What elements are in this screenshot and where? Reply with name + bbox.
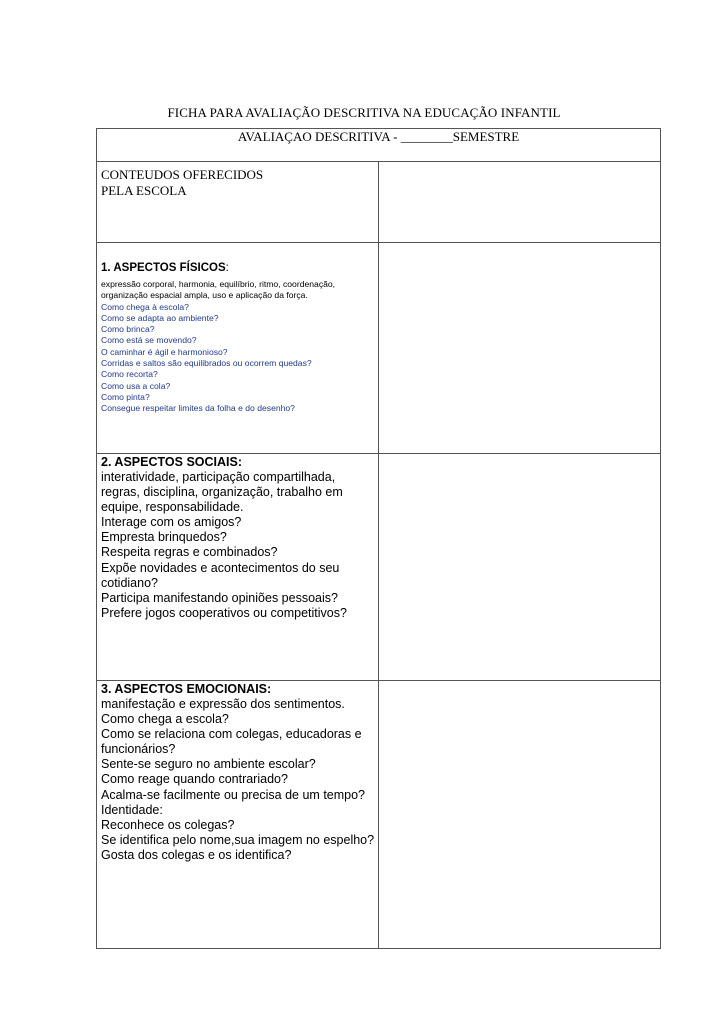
emocionais-question: Identidade:	[101, 802, 163, 817]
conteudos-answer-cell[interactable]	[379, 162, 661, 243]
header-row	[97, 129, 661, 162]
emocionais-intro: manifestação e expressão dos sentimentos.	[101, 697, 345, 711]
emocionais-answer-cell[interactable]	[379, 681, 661, 949]
sociais-question: Participa manifestando opiniões pessoais?	[101, 590, 338, 605]
sociais-label	[97, 454, 379, 681]
fisicos-question: Como recorta?	[101, 369, 158, 380]
emocionais-question: Como chega a escola?	[101, 712, 229, 727]
fisicos-answer-cell[interactable]	[379, 243, 661, 454]
evaluation-table	[96, 128, 661, 949]
sociais-question: Empresta brinquedos?	[101, 530, 227, 545]
fisicos-colon: :	[225, 262, 229, 274]
sociais-question: Expõe novidades e acontecimentos do seu cotidiano?	[101, 560, 340, 590]
fisicos-intro: expressão corporal, harmonia, equilíbrio, ritmo, coordenação, organização espacial ampla, uso e aplicação da força.	[101, 279, 336, 301]
emocionais-question: Reconhece os colegas?	[101, 817, 235, 832]
emocionais-question: Acalma-se facilmente ou precisa de um tempo?	[101, 787, 366, 802]
fisicos-question: O caminhar é ágil e harmonioso?	[101, 346, 228, 357]
fisicos-question: Corridas e saltos são equilibrados ou ocorrem quedas?	[101, 358, 312, 369]
fisicos-question: Como chega à escola?	[101, 301, 189, 312]
sociais-answer-cell[interactable]	[379, 454, 661, 681]
fisicos-question: Como usa a cola?	[101, 380, 171, 391]
fisicos-question: Como pinta?	[101, 391, 150, 402]
emocionais-title: 3. ASPECTOS EMOCIONAIS:	[101, 682, 272, 696]
emocionais-question: Sente-se seguro no ambiente escolar?	[101, 757, 316, 772]
row-fisicos	[97, 243, 661, 454]
row-conteudos	[97, 162, 661, 243]
row-emocionais	[97, 681, 661, 949]
fisicos-question: Consegue respeitar limites da folha e do desenho?	[101, 403, 295, 414]
sociais-question: Prefere jogos cooperativos ou competitivos?	[101, 605, 347, 620]
fisicos-title: 1. ASPECTOS FÍSICOS	[101, 262, 226, 274]
conteudos-line1: CONTEUDOS OFERECIDOS	[101, 167, 264, 182]
fisicos-question: Como está se movendo?	[101, 335, 197, 346]
sociais-question: Respeita regras e combinados?	[101, 545, 278, 560]
emocionais-question: Como se relaciona com colegas, educadoras e funcionários?	[101, 727, 362, 757]
emocionais-question: Como reage quando contrariado?	[101, 772, 288, 787]
semester-header: AVALIAÇAO DESCRITIVA - ________SEMESTRE	[97, 129, 661, 162]
fisicos-question: Como se adapta ao ambiente?	[101, 312, 219, 323]
sociais-title: 2. ASPECTOS SOCIAIS:	[101, 455, 243, 469]
sociais-question: Interage com os amigos?	[101, 515, 242, 530]
conteudos-line2: PELA ESCOLA	[101, 183, 187, 198]
sociais-intro: interatividade, participação compartilhada, regras, disciplina, organização, trabalho em equipe, responsabilidade.	[101, 470, 343, 515]
fisicos-label	[97, 243, 379, 454]
emocionais-label	[97, 681, 379, 949]
emocionais-question: Se identifica pelo nome,sua imagem no espelho?	[101, 832, 375, 847]
document-title: FICHA PARA AVALIAÇÃO DESCRITIVA NA EDUCAÇÃO INFANTIL	[167, 105, 561, 120]
emocionais-question: Gosta dos colegas e os identifica?	[101, 847, 292, 862]
row-sociais	[97, 454, 661, 681]
conteudos-label	[97, 162, 379, 243]
fisicos-question: Como brinca?	[101, 324, 155, 335]
